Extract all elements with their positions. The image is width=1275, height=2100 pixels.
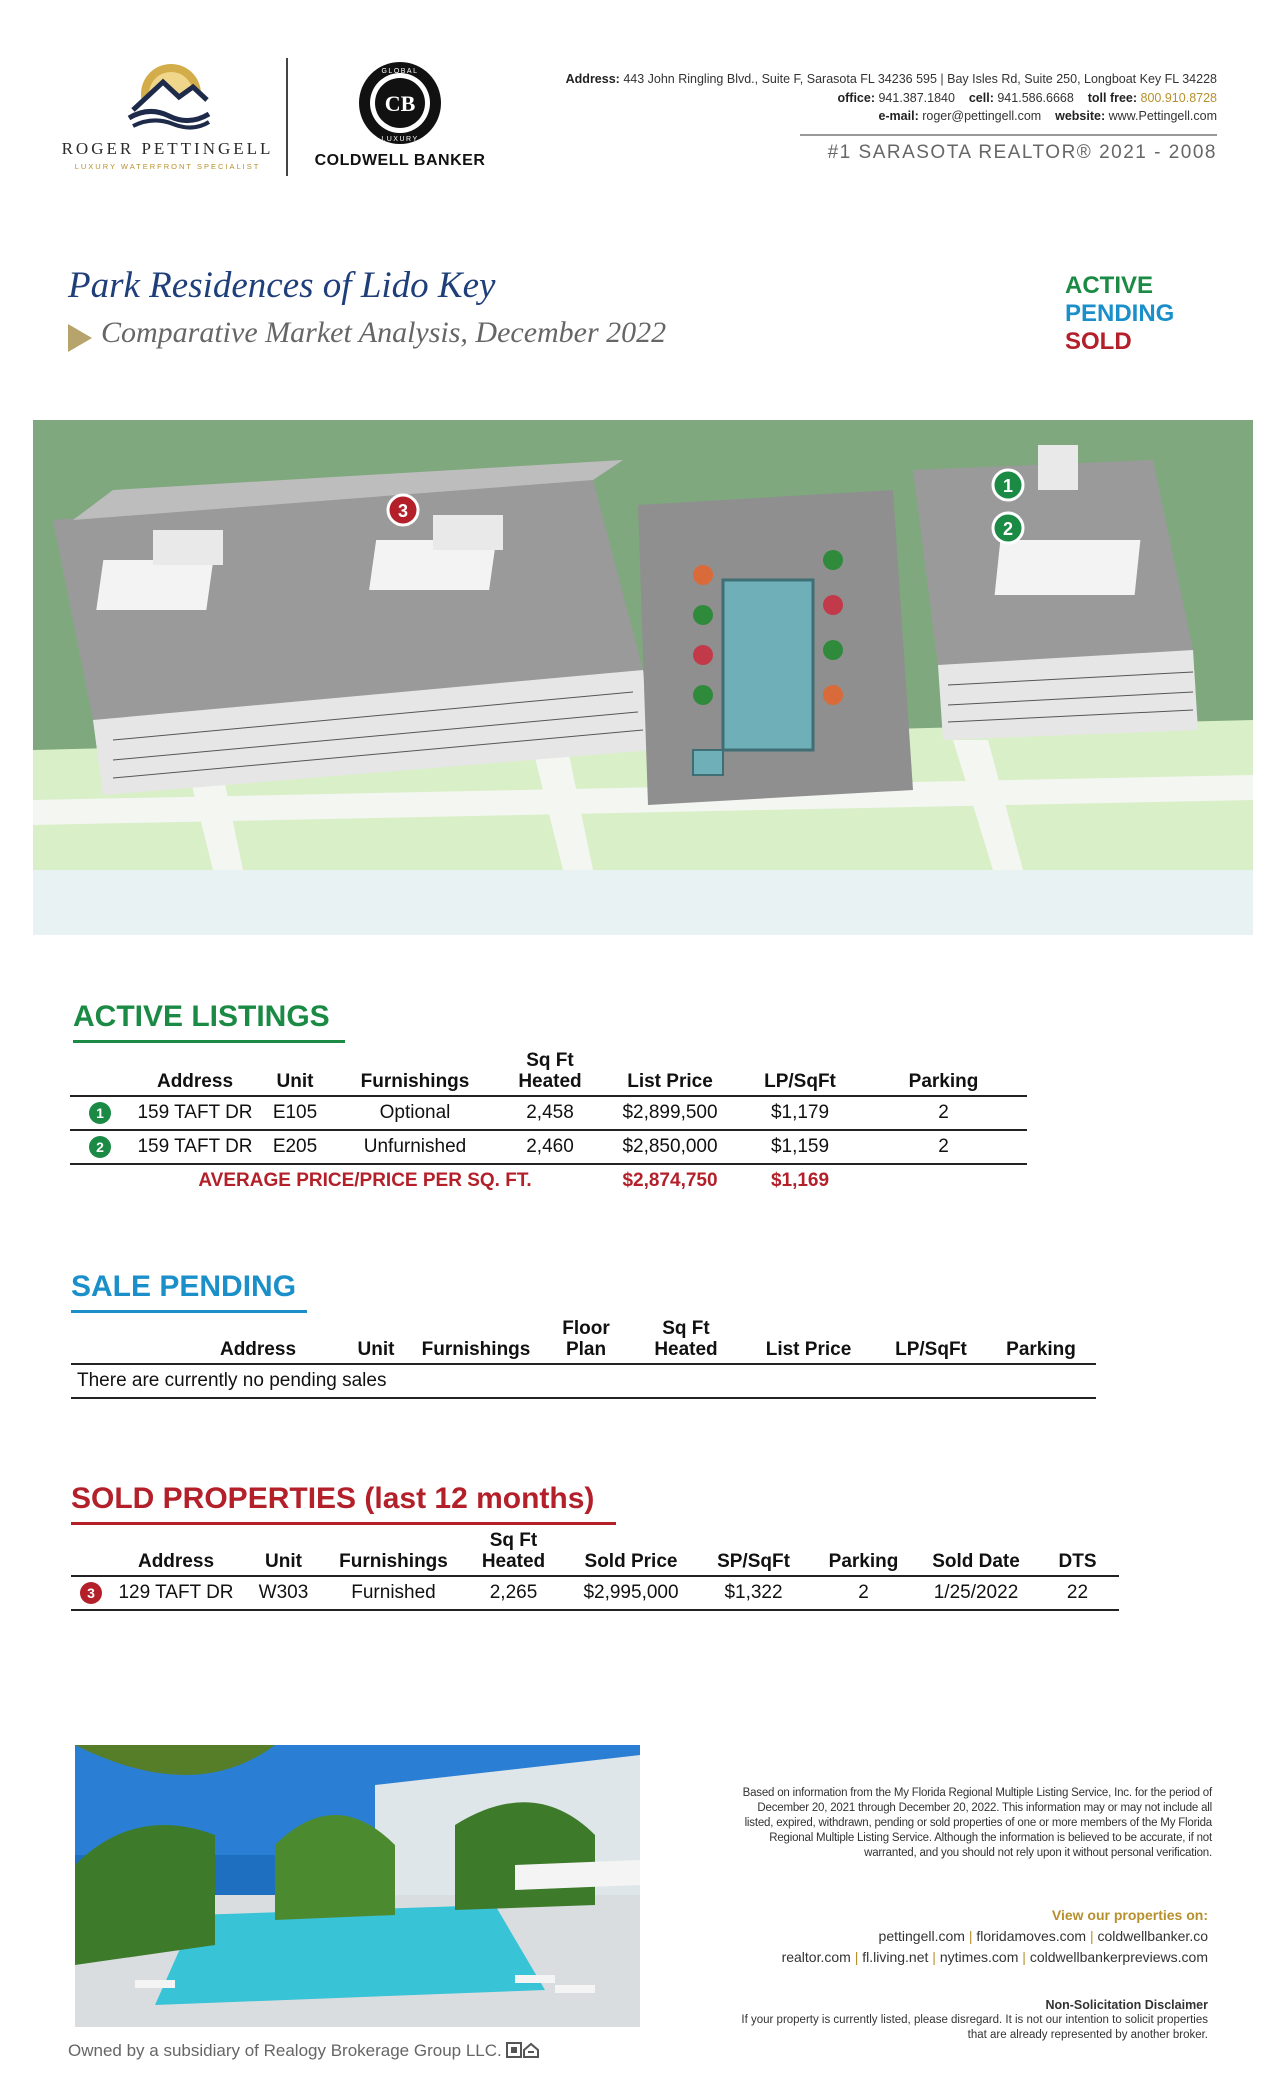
col-list-price: List Price [600, 1050, 740, 1096]
cell-price: $2,995,000 [566, 1576, 696, 1610]
svg-text:2: 2 [1002, 519, 1014, 539]
sale-pending-table [71, 1318, 1096, 1399]
cell-sold-date: 1/25/2022 [916, 1576, 1036, 1610]
col-sqft: Sq Ft Heated [631, 1318, 741, 1364]
col-address: Address [111, 1530, 241, 1576]
cell-ppsf: $1,322 [696, 1576, 811, 1610]
active-listings-table [70, 1050, 1027, 1197]
row-number-badge: 2 [89, 1136, 111, 1158]
cell-sqft: 2,458 [500, 1096, 600, 1130]
col-parking: Parking [811, 1530, 916, 1576]
badge-monogram: CB [384, 91, 416, 116]
status-legend [1065, 272, 1174, 356]
col-address: Address [71, 1318, 341, 1364]
link-pettingell[interactable]: pettingell.com [878, 1928, 965, 1944]
col-list-price: List Price [741, 1318, 876, 1364]
page-subtitle: Comparative Market Analysis, December 2022 [101, 316, 667, 349]
links-row-2: realtor.com | fl.living.net | nytimes.com | coldwellbankerpreviews.com [781, 1949, 1208, 1965]
link-coldwellbanker[interactable]: coldwellbanker.co [1097, 1928, 1208, 1944]
tollfree-phone: 800.910.8728 [1140, 90, 1217, 105]
page-title: Park Residences of Lido Key [68, 265, 496, 306]
svg-text:3: 3 [397, 501, 409, 521]
cell-furnishings: Optional [330, 1096, 500, 1130]
cell-ppsf: $1,179 [740, 1096, 860, 1130]
row-number-badge: 1 [89, 1102, 111, 1124]
col-unit: Unit [241, 1530, 326, 1576]
office-phone: 941.387.1840 [878, 90, 955, 105]
cell-parking: 2 [860, 1096, 1027, 1130]
cell-furnishings: Unfurnished [330, 1130, 500, 1164]
header-rule [800, 134, 1217, 136]
col-sold-price: Sold Price [566, 1530, 696, 1576]
col-furnishings: Furnishings [326, 1530, 461, 1576]
coldwell-banker-badge-icon [357, 60, 443, 146]
col-lp-sqft: LP/SqFt [876, 1318, 986, 1364]
links-row-1: pettingell.com | floridamoves.com | coldwellbanker.co [878, 1928, 1208, 1944]
cell-furnishings: Furnished [326, 1576, 461, 1610]
active-heading-underline [73, 1040, 345, 1043]
link-nytimes[interactable]: nytimes.com [939, 1949, 1019, 1965]
average-ppsf: $1,169 [770, 1170, 830, 1191]
cell-sqft: 2,265 [461, 1576, 566, 1610]
map-marker-1 [993, 470, 1023, 500]
cell-address: 159 TAFT DR [130, 1096, 260, 1130]
cell-phone: 941.586.6668 [997, 90, 1074, 105]
average-row [70, 1164, 1027, 1197]
contact-block [537, 70, 1217, 126]
sold-properties-table [71, 1530, 1119, 1611]
empty-message: There are currently no pending sales [71, 1364, 1096, 1398]
col-parking: Parking [986, 1318, 1096, 1364]
cell-address: 159 TAFT DR [130, 1130, 260, 1164]
brand-name: ROGER PETTINGELL [61, 139, 274, 158]
cell-unit: E105 [260, 1096, 330, 1130]
mls-disclaimer: Based on information from the My Florida Regional Multiple Listing Service, Inc. for the period of December 20, 2021 through December 20, 2022. This information may or may not include all listed, expired, withdrawn, pending or sold properties of one or more members of the My Florida Regional Multiple Listing Service. Although the information is believed to be accurate, if not warranted, and you should not rely upon it without personal verification. [742, 1787, 1212, 1859]
table-header-row [71, 1530, 1119, 1576]
equal-housing-icon [506, 2042, 540, 2058]
average-label: AVERAGE PRICE/PRICE PER SQ. FT. [198, 1170, 532, 1191]
realtor-tagline: #1 SARASOTA REALTOR® 2021 - 2008 [827, 142, 1217, 163]
non-solicitation-text: If your property is currently listed, please disregard. It is not our intention to solicit properties that are already represented by another broker. [741, 2014, 1208, 2041]
address-text: 443 John Ringling Blvd., Suite F, Sarasota FL 34236 595 | Bay Isles Rd, Suite 250, Longboat Key FL 34228 [623, 72, 1217, 86]
sold-properties-heading: SOLD PROPERTIES (last 12 months) [71, 1482, 595, 1515]
svg-text:1: 1 [1002, 476, 1014, 496]
col-unit: Unit [341, 1318, 411, 1364]
table-row [70, 1096, 1027, 1130]
cell-sqft: 2,460 [500, 1130, 600, 1164]
table-row [71, 1576, 1119, 1610]
table-row [71, 1364, 1096, 1398]
email-link[interactable]: roger@pettingell.com [922, 109, 1042, 123]
partner-name: COLDWELL BANKER [314, 152, 486, 169]
cell-parking: 2 [811, 1576, 916, 1610]
table-header-row [70, 1050, 1027, 1096]
badge-top-text: GLOBAL [381, 68, 419, 75]
non-solicitation-block [738, 1998, 1208, 2043]
col-parking: Parking [860, 1050, 1027, 1096]
badge-bottom-text: LUXURY [381, 136, 419, 143]
link-floridamoves[interactable]: floridamoves.com [976, 1928, 1087, 1944]
cell-unit: E205 [260, 1130, 330, 1164]
aerial-site-rendering [33, 420, 1253, 935]
brand-logo [60, 60, 275, 171]
cell-ppsf: $1,159 [740, 1130, 860, 1164]
phone-line: office: 941.387.1840 cell: 941.586.6668 toll free: 800.910.8728 [837, 90, 1217, 105]
cell-price: $2,899,500 [600, 1096, 740, 1130]
sold-heading-underline [71, 1522, 616, 1525]
cell-price: $2,850,000 [600, 1130, 740, 1164]
col-unit: Unit [260, 1050, 330, 1096]
logo-divider [286, 58, 288, 176]
email-line: e-mail: roger@pettingell.com website: www.Pettingell.com [878, 109, 1217, 123]
legend-pending: PENDING [1065, 300, 1175, 327]
col-furnishings: Furnishings [330, 1050, 500, 1096]
sale-pending-heading: SALE PENDING [71, 1270, 297, 1303]
map-marker-2 [993, 513, 1023, 543]
view-properties-heading: View our properties on: [1051, 1907, 1208, 1923]
col-address: Address [130, 1050, 260, 1096]
row-number-badge: 3 [80, 1582, 102, 1604]
average-price: $2,874,750 [622, 1170, 718, 1191]
house-wave-logo-icon [123, 60, 213, 135]
legend-active: ACTIVE [1065, 272, 1154, 299]
col-furnishings: Furnishings [411, 1318, 541, 1364]
partner-logo [300, 60, 500, 170]
cell-unit: W303 [241, 1576, 326, 1610]
ownership-notice: Owned by a subsidiary of Realogy Brokerage Group LLC. [68, 2041, 540, 2061]
col-sold-date: Sold Date [916, 1530, 1036, 1576]
pool-photo [75, 1745, 640, 2027]
address-line: Address: 443 John Ringling Blvd., Suite F, Sarasota FL 34236 595 | Bay Isles Rd, Suite 250, Longboat Key FL 34228 [565, 72, 1217, 86]
map-marker-3 [388, 495, 418, 525]
col-sp-sqft: SP/SqFt [696, 1530, 811, 1576]
brand-tagline: LUXURY WATERFRONT SPECIALIST [74, 162, 261, 171]
cell-address: 129 TAFT DR [111, 1576, 241, 1610]
link-fl-living[interactable]: fl.living.net [862, 1949, 929, 1965]
table-row [70, 1130, 1027, 1164]
link-cb-previews[interactable]: coldwellbankerpreviews.com [1029, 1949, 1208, 1965]
col-sqft: Sq Ft Heated [461, 1530, 566, 1576]
active-listings-heading: ACTIVE LISTINGS [73, 1000, 330, 1033]
non-solicitation-heading: Non-Solicitation Disclaimer [1045, 1998, 1208, 2012]
col-dts: DTS [1036, 1530, 1119, 1576]
link-realtor[interactable]: realtor.com [781, 1949, 851, 1965]
pending-heading-underline [71, 1310, 307, 1313]
cell-dts: 22 [1036, 1576, 1119, 1610]
col-floor-plan: Floor Plan [541, 1318, 631, 1364]
play-triangle-icon [68, 324, 92, 352]
legend-sold: SOLD [1065, 328, 1132, 355]
table-header-row [71, 1318, 1096, 1364]
cell-parking: 2 [860, 1130, 1027, 1164]
col-lp-sqft: LP/SqFt [740, 1050, 860, 1096]
website-link[interactable]: www.Pettingell.com [1108, 109, 1217, 123]
col-sqft: Sq Ft Heated [500, 1050, 600, 1096]
view-properties-block [738, 1905, 1208, 1968]
